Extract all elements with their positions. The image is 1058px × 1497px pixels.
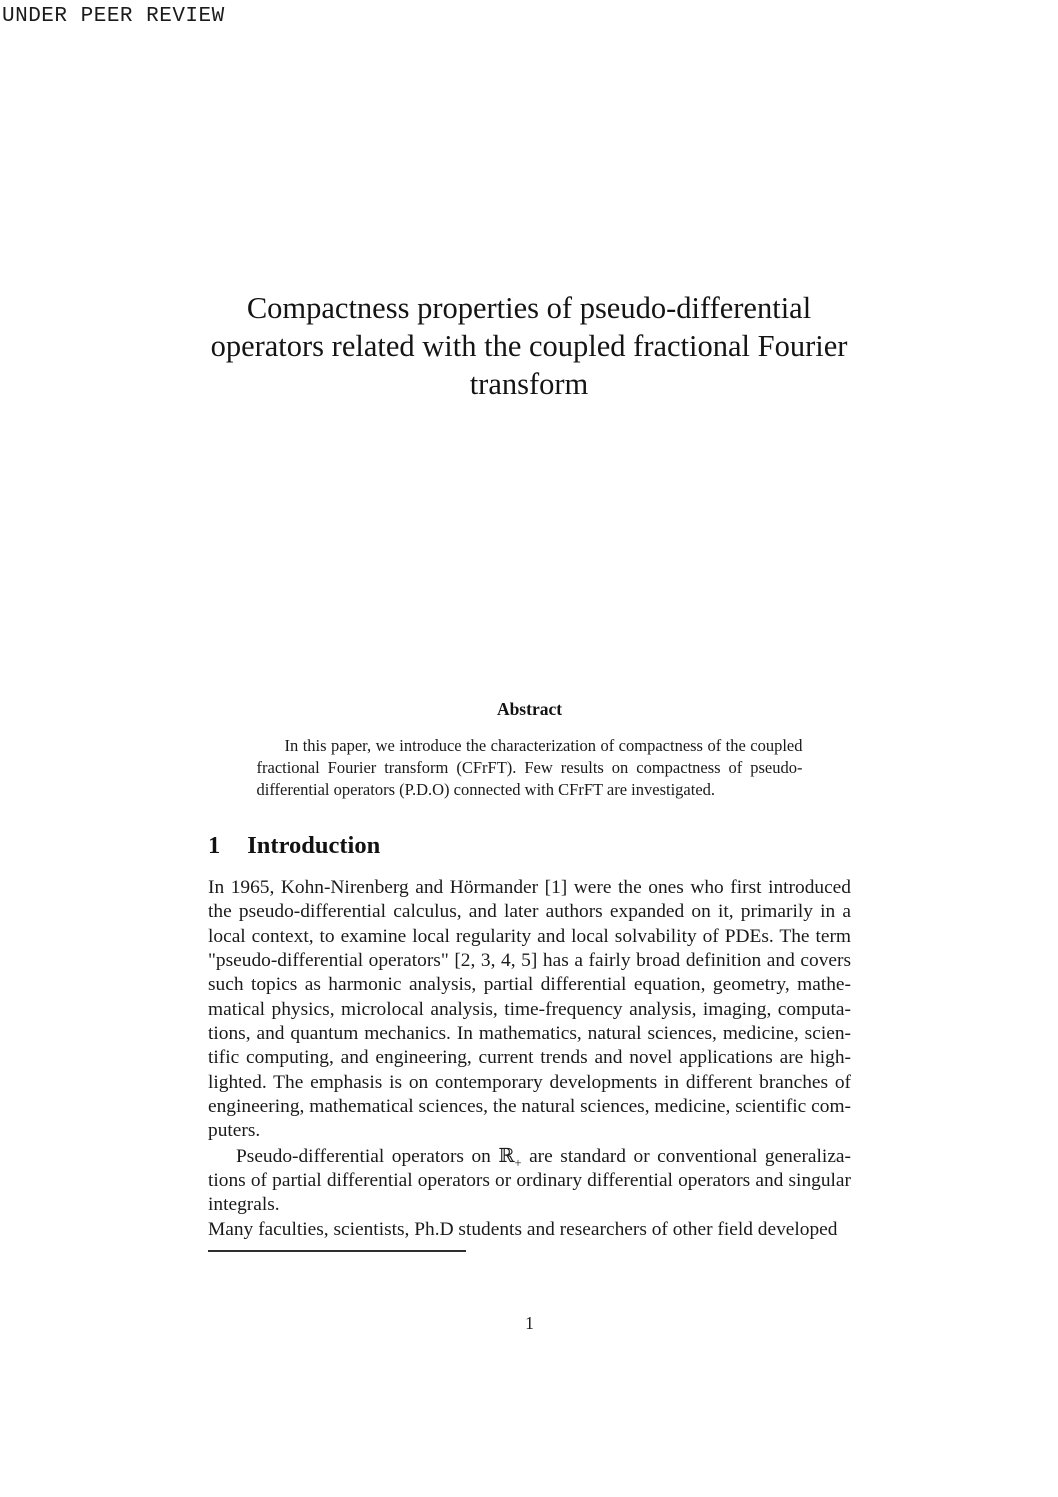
paper-title-line-3: transform: [469, 367, 589, 401]
page-number: 1: [525, 1313, 534, 1333]
footnote-rule: [208, 1250, 466, 1252]
plus-subscript: +: [514, 1155, 522, 1170]
paragraph-2-text-after: are standard or conventional generalizations of partial differential operators or ordinary differential operators and singular integrals.: [208, 1145, 851, 1216]
paragraph-3: Many faculties, scientists, Ph.D students and researchers of other field developed: [208, 1218, 838, 1240]
paragraph-2: [208, 1144, 851, 1218]
abstract-heading: Abstract: [496, 699, 563, 719]
paper-title-line-1: Compactness properties of pseudo-differential: [246, 291, 812, 325]
introduction-section: [208, 831, 851, 1252]
paragraph-2-text-before: Pseudo-differential operators on: [236, 1145, 499, 1167]
abstract-section: [208, 699, 851, 800]
paragraph-1: In 1965, Kohn-Nirenberg and Hörmander [1] were the ones who first introduced the pseudo-differential calculus, and later authors expanded on it, primarily in a local context, to examine local regularity and local solvability of PDEs. The term "pseudo-differential operators" [2, 3, 4, 5] has a fairly broad definition and covers such topics as harmonic analysis, partial differential equation, geometry, mathematical physics, microlocal analysis, time-frequency analysis, imaging, computations, and quantum mechanics. In mathematics, natural sciences, medicine, scientific computing, and engineering, current trends and novel applications are highlighted. The emphasis is on contemporary developments in different branches of engineering, mathematical sciences, the natural sciences, medicine, scientific computers.: [208, 877, 851, 1142]
peer-review-watermark: UNDER PEER REVIEW: [2, 5, 225, 28]
real-numbers-symbol: ℝ: [498, 1143, 515, 1167]
paper-title-line-2: operators related with the coupled fractional Fourier: [210, 329, 848, 363]
abstract-body: In this paper, we introduce the characterization of compactness of the coupled fractional Fourier transform (CFrFT). Few results on compactness of pseudo-differential operators (P.D.O) connected with CFrFT are investigated.: [256, 736, 803, 799]
section-heading: [208, 831, 851, 861]
section-title: Introduction: [247, 832, 381, 859]
paper-title: [0, 289, 1058, 403]
section-number: 1: [208, 832, 221, 859]
